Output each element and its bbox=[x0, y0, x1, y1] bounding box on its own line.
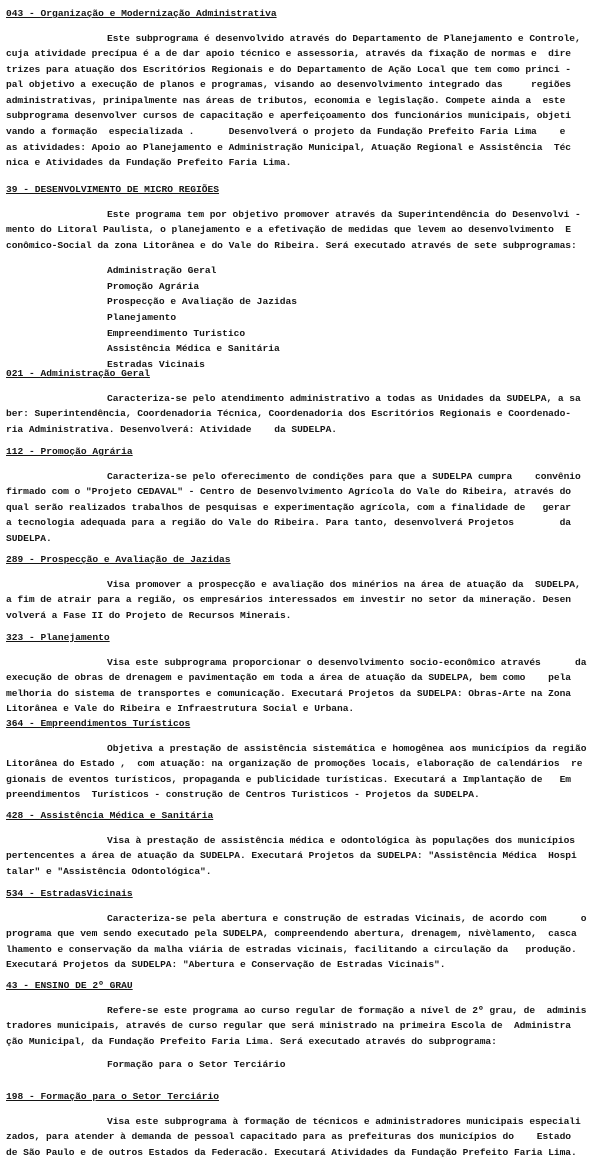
paragraph-line: Refere-se este programa ao curso regular de formação a nível de 2º grau, de adminis bbox=[6, 1003, 602, 1019]
section-paragraph bbox=[6, 741, 602, 803]
section bbox=[6, 6, 602, 171]
section-heading: 021 - Administração Geral bbox=[6, 366, 150, 382]
list-item: Prospecção e Avaliação de Jazidas bbox=[6, 294, 602, 310]
section-paragraph bbox=[6, 1003, 602, 1050]
section bbox=[6, 444, 602, 546]
paragraph-line: ber: Superintendência, Coordenadoria Técnica, Coordenadoria dos Escritórios Regionais e Coordenado- bbox=[6, 406, 602, 422]
paragraph-line: a tecnologia adequada para a região do Vale do Ribeira. Para tanto, desenvolverá Projetos da bbox=[6, 515, 602, 531]
subprogram-list bbox=[6, 1057, 602, 1073]
list-item: Empreendimento Turistico bbox=[6, 326, 602, 342]
paragraph-line: Visa este subprograma à formação de técnicos e administradores municipais especiali bbox=[6, 1114, 602, 1130]
paragraph-line: Este programa tem por objetivo promover através da Superintendência do Desenvolvi - bbox=[6, 207, 602, 223]
section-heading: 289 - Prospecção e Avaliação de Jazidas bbox=[6, 552, 231, 568]
paragraph-line: pertencentes a área de atuação da SUDELPA. Executará Projetos da SUDELPA: "Assistência Médica Hospi bbox=[6, 848, 602, 864]
paragraph-line: lhamento e conservação da malha viária de estradas vicinais, facilitando a circulação da produção. bbox=[6, 942, 602, 958]
list-item: Assistência Médica e Sanitária bbox=[6, 341, 602, 357]
section-paragraph bbox=[6, 391, 602, 438]
section-paragraph bbox=[6, 31, 602, 171]
paragraph-line: nica e Atividades da Fundação Prefeito Faria Lima. bbox=[6, 155, 602, 171]
paragraph-line: tradores municipais, através de curso regular que será ministrado na primeira Escola de Administra bbox=[6, 1018, 602, 1034]
section-paragraph bbox=[6, 577, 602, 624]
paragraph-line: conômico-Social da zona Litorânea e do Vale do Ribeira. Será executado através de sete subprogramas: bbox=[6, 238, 602, 254]
paragraph-line: volverá a Fase II do Projeto de Recursos Minerais. bbox=[6, 608, 602, 624]
paragraph-line: administrativas, prinipalmente nas áreas de tributos, economia e legislação. Compete ainda a este bbox=[6, 93, 602, 109]
section bbox=[6, 552, 602, 623]
section-heading: 43 - ENSINO DE 2º GRAU bbox=[6, 978, 133, 994]
paragraph-line: Visa este subprograma proporcionar o desenvolvimento socio-econômico através da bbox=[6, 655, 602, 671]
paragraph-line: SUDELPA. bbox=[6, 531, 602, 547]
section bbox=[6, 808, 602, 879]
paragraph-line: mento do Litoral Paulista, o planejamento e a efetivação de medidas que levem ao desenvolvimento E bbox=[6, 222, 602, 238]
paragraph-line: Este subprograma é desenvolvido através do Departamento de Planejamento e Controle, bbox=[6, 31, 602, 47]
list-item: Promoção Agrária bbox=[6, 279, 602, 295]
paragraph-line: ria Administrativa. Desenvolverá: Atividade da SUDELPA. bbox=[6, 422, 602, 438]
paragraph-line: Litorânea do Estado , com atuação: na organização de promoções locais, elaboração de calendários re bbox=[6, 756, 602, 772]
section bbox=[6, 182, 602, 372]
paragraph-line: preendimentos Turísticos - construção de Centros Turisticos - Projetos da SUDELPA. bbox=[6, 787, 602, 803]
section-heading: 428 - Assistência Médica e Sanitária bbox=[6, 808, 213, 824]
section-paragraph bbox=[6, 911, 602, 973]
section bbox=[6, 886, 602, 973]
paragraph-line: Caracteriza-se pelo atendimento administrativo a todas as Unidades da SUDELPA, a sa bbox=[6, 391, 602, 407]
section-paragraph bbox=[6, 833, 602, 880]
section-paragraph bbox=[6, 207, 602, 254]
paragraph-line: cuja atividade precípua é a de dar apoio técnico e assessoria, através da fixação de normas e dire bbox=[6, 46, 602, 62]
paragraph-line: Caracteriza-se pela abertura e construção de estradas Vicinais, de acordo com o bbox=[6, 911, 602, 927]
section-heading: 323 - Planejamento bbox=[6, 630, 110, 646]
section-heading: 39 - DESENVOLVIMENTO DE MICRO REGIÕES bbox=[6, 182, 219, 198]
section-paragraph bbox=[6, 655, 602, 717]
paragraph-line: vando a formação especializada . Desenvolverá o projeto da Fundação Prefeito Faria Lima e bbox=[6, 124, 602, 140]
paragraph-line: Objetiva a prestação de assistência sistemática e homogênea aos municípios da região bbox=[6, 741, 602, 757]
section bbox=[6, 630, 602, 717]
paragraph-line: qual serão realizados trabalhos de pesquisas e experimentação agrícola, com a finalidade de gerar bbox=[6, 500, 602, 516]
list-item: Planejamento bbox=[6, 310, 602, 326]
paragraph-line: subprograma desenvolver cursos de capacitação e aperfeiçoamento dos funcionários municipais, objeti bbox=[6, 108, 602, 124]
paragraph-line: ção Municipal, da Fundação Prefeito Faria Lima. Será executado através do subprograma: bbox=[6, 1034, 602, 1050]
paragraph-line: Visa à prestação de assistência médica e odontológica às populações dos municípios bbox=[6, 833, 602, 849]
paragraph-line: pal objetivo a execução de planos e programas, visando ao desenvolvimento integrado das regiões bbox=[6, 77, 602, 93]
section bbox=[6, 978, 602, 1073]
section-heading: 364 - Empreendimentos Turísticos bbox=[6, 716, 190, 732]
paragraph-line: as atividades: Apoio ao Planejamento e Administração Municipal, Atuação Regional e Assistência Téc bbox=[6, 140, 602, 156]
section bbox=[6, 1089, 602, 1160]
section bbox=[6, 716, 602, 803]
paragraph-line: talar" e "Assistência Odontológica". bbox=[6, 864, 602, 880]
paragraph-line: Litorânea e Vale do Ribeira e Infraestrutura Social e Urbana. bbox=[6, 701, 602, 717]
paragraph-line: gionais de eventos turísticos, propaganda e publicidade turísticas. Executará a Implantação de Em bbox=[6, 772, 602, 788]
paragraph-line: de São Paulo e de outros Estados da Federacão. Executará Atividades da Fundação Prefeito Faria Lima. bbox=[6, 1145, 602, 1160]
section-heading: 198 - Formação para o Setor Terciário bbox=[6, 1089, 219, 1105]
list-item: Administração Geral bbox=[6, 263, 602, 279]
paragraph-line: Visa promover a prospecção e avaliação dos minérios na área de atuação da SUDELPA, bbox=[6, 577, 602, 593]
paragraph-line: zados, para atender à demanda de pessoal capacitado para as prefeituras dos municípios do Estado bbox=[6, 1129, 602, 1145]
subprogram-list bbox=[6, 263, 602, 372]
list-item: Formação para o Setor Terciário bbox=[6, 1057, 602, 1073]
section-paragraph bbox=[6, 469, 602, 547]
paragraph-line: melhoria do sistema de transportes e comunicação. Executará Projetos da SUDELPA: Obras-Arte na Zona bbox=[6, 686, 602, 702]
paragraph-line: Executará Projetos da SUDELPA: "Abertura e Conservação de Estradas Vicinais". bbox=[6, 957, 602, 973]
section-paragraph bbox=[6, 1114, 602, 1160]
section bbox=[6, 366, 602, 437]
paragraph-line: firmado com o "Projeto CEDAVAL" - Centro de Desenvolvimento Agrícola do Vale do Ribeira, através do bbox=[6, 484, 602, 500]
paragraph-line: a fim de atrair para a região, os empresários interessados em investir no setor da mineração. Desen bbox=[6, 592, 602, 608]
paragraph-line: programa que vem sendo executado pela SUDELPA, compreendendo abertura, drenagem, nivèlamento, casca bbox=[6, 926, 602, 942]
paragraph-line: execução de obras de drenagem e pavimentação em toda a área de atuação da SUDELPA, bem como pela bbox=[6, 670, 602, 686]
section-heading: 112 - Promoção Agrária bbox=[6, 444, 133, 460]
paragraph-line: Caracteriza-se pelo oferecimento de condições para que a SUDELPA cumpra convênio bbox=[6, 469, 602, 485]
list-item: Estradas Vicinais bbox=[6, 357, 602, 373]
section-heading: 043 - Organização e Modernização Administrativa bbox=[6, 6, 277, 22]
paragraph-line: trizes para atuação dos Escritórios Regionais e do Departamento de Ação Local que tem como princi - bbox=[6, 62, 602, 78]
section-heading: 534 - EstradasVicinais bbox=[6, 886, 133, 902]
